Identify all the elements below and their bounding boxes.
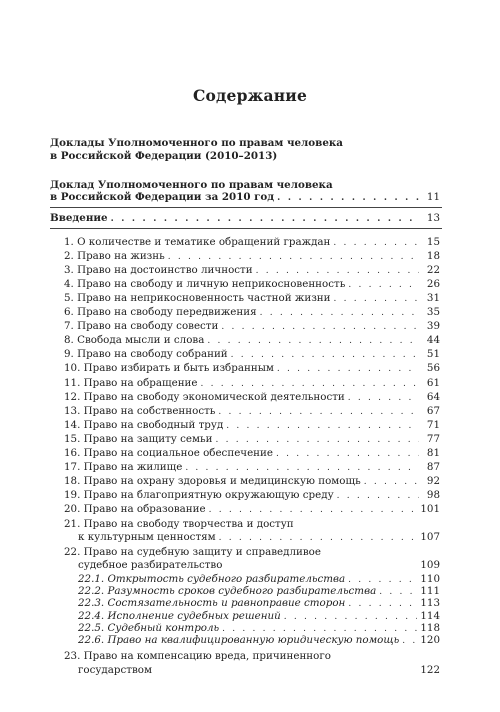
toc-entry-label: 22.5. Судебный контроль: [78, 621, 220, 634]
toc-entry-page: 64: [426, 390, 440, 403]
toc-entry-21[interactable]: [78, 531, 440, 545]
collection-heading-line1: Доклады Уполномоченного по правам человека: [50, 137, 343, 149]
toc-entry-page: 120: [420, 634, 440, 646]
toc-entry-label: 13. Право на собственность: [64, 404, 216, 417]
divider: [50, 228, 442, 229]
toc-entry[interactable]: [64, 461, 440, 475]
leader-dots: [226, 420, 419, 433]
toc-entry-label: 22.1. Открытость судебного разбирательства: [78, 573, 346, 585]
toc-entry-21-line1[interactable]: 21. Право на свободу творчества и доступ: [64, 518, 294, 530]
toc-entry-page: 87: [426, 460, 440, 473]
toc-entry-label: 17. Право на жилище: [64, 460, 183, 473]
toc-entry-label: 22.3. Состязательность и равноправие сторон: [78, 597, 346, 610]
toc-entry-page: 39: [426, 320, 440, 333]
toc-entry-page: 114: [420, 609, 440, 622]
toc-entry-label: 22.6. Право на квалифицированную юридическую помощь: [78, 634, 400, 646]
toc-entry-page: 15: [426, 236, 440, 248]
toc-entry-23[interactable]: [78, 664, 440, 678]
toc-entry-page: 113: [420, 597, 440, 610]
page-title: Содержание: [192, 86, 308, 105]
toc-entry-label: 22.4. Исполнение судебных решений: [78, 609, 281, 622]
toc-entry[interactable]: [64, 419, 440, 433]
toc-entry-page: 61: [426, 376, 440, 389]
toc-entry[interactable]: [64, 306, 440, 320]
toc-entry[interactable]: [64, 292, 440, 306]
toc-entry-label: государством: [78, 664, 152, 676]
toc-entry-page: 77: [426, 432, 440, 445]
toc-entry-page: 44: [426, 334, 440, 347]
toc-entry-page: 22: [426, 264, 440, 277]
leader-dots: [209, 504, 418, 517]
leader-dots: [168, 251, 419, 264]
toc-entry-page: 11: [426, 191, 440, 203]
toc-entry-label: 4. Право на свободу и личную неприкосновенность: [64, 278, 346, 291]
toc-entry-label: 20. Право на образование: [64, 502, 206, 515]
toc-entry-page: 35: [426, 306, 440, 319]
toc-entry-label: судебное разбирательство: [78, 559, 223, 571]
leader-dots: [337, 490, 419, 503]
toc-entry[interactable]: [64, 278, 440, 292]
toc-entry-label: Введение: [50, 212, 108, 224]
leader-dots: [348, 392, 419, 405]
divider: [50, 207, 442, 208]
toc-entry-label: в Российской Федерации за 2010 год: [50, 191, 275, 203]
toc-entry[interactable]: [64, 264, 440, 278]
toc-entry-report-2010[interactable]: [50, 191, 440, 205]
toc-entry-label: 7. Право на свободу совести: [64, 320, 219, 333]
leader-dots: [111, 213, 419, 226]
toc-entry[interactable]: [64, 334, 440, 348]
toc-entry-label: 8. Свобода мысли и слова: [64, 334, 205, 347]
leader-dots: [231, 349, 419, 362]
toc-entry-22-line1[interactable]: 22. Право на судебную защиту и справедливое: [64, 546, 321, 558]
toc-entry[interactable]: [78, 634, 440, 648]
leader-dots: [276, 448, 419, 461]
leader-dots: [201, 378, 419, 391]
toc-entry-page: 101: [420, 502, 440, 515]
toc-entry-page: 31: [426, 292, 440, 305]
toc-entry[interactable]: [64, 362, 440, 376]
leader-dots: [185, 462, 419, 475]
leader-dots: [215, 434, 419, 447]
toc-entry-page: 118: [420, 621, 440, 634]
toc-entry-label: к культурным ценностям: [78, 531, 216, 543]
toc-entry-page: 122: [420, 664, 440, 676]
toc-entry-page: 51: [426, 348, 440, 361]
collection-heading: [50, 137, 440, 162]
leader-dots: [402, 635, 417, 648]
toc-entry-label: 18. Право на охрану здоровья и медицинскую помощь: [64, 474, 361, 487]
toc-entry-page: 111: [420, 585, 440, 598]
toc-entry-page: 18: [426, 250, 440, 263]
toc-entry-page: 71: [426, 418, 440, 431]
toc-entry-label: 11. Право на обращение: [64, 376, 198, 389]
toc-entry-label: 5. Право на неприкосновенность частной жизни: [64, 292, 331, 305]
leader-dots: [277, 192, 419, 205]
toc-entry[interactable]: [64, 489, 440, 503]
toc-entry-22[interactable]: [78, 559, 440, 573]
toc-entry-intro[interactable]: [50, 212, 440, 226]
report-2010-heading-line1: Доклад Уполномоченного по правам человека: [50, 179, 333, 191]
leader-dots: [334, 293, 419, 306]
toc-entry-page: 107: [420, 531, 440, 543]
toc-entry[interactable]: [64, 377, 440, 391]
toc-entry-page: 92: [426, 474, 440, 487]
leader-dots: [219, 532, 418, 545]
toc-entry-page: 56: [426, 362, 440, 375]
toc-entry[interactable]: [64, 405, 440, 419]
toc-entry-23-line1[interactable]: 23. Право на компенсацию вреда, причиненного: [64, 650, 331, 662]
toc-entry[interactable]: [64, 475, 440, 489]
toc-entry[interactable]: [64, 503, 440, 517]
toc-entry-label: 19. Право на благоприятную окружающую среду: [64, 488, 334, 501]
leader-dots: [218, 406, 419, 419]
toc-entry-label: 16. Право на социальное обеспечение: [64, 446, 274, 459]
toc-entry[interactable]: [64, 348, 440, 362]
toc-entry-page: 13: [426, 212, 440, 224]
toc-entry-label: 6. Право на свободу передвижения: [64, 306, 257, 319]
toc-entry-page: 110: [420, 573, 440, 585]
leader-dots: [333, 237, 419, 250]
toc-entry-page: 98: [426, 488, 440, 501]
toc-entry-label: 22.2. Разумность сроков судебного разбирательства: [78, 585, 377, 598]
leader-dots: [221, 321, 419, 334]
toc-entry[interactable]: [64, 447, 440, 461]
toc-entry-label: 10. Право избирать и быть избранным: [64, 362, 274, 375]
toc-entry[interactable]: [64, 250, 440, 264]
toc-entry-label: 15. Право на защиту семьи: [64, 432, 213, 445]
toc-entry-label: 14. Право на свободный труд: [64, 418, 224, 431]
toc-entry-page: 67: [426, 404, 440, 417]
toc-entry-page: 26: [426, 278, 440, 291]
toc-entry-page: 109: [420, 559, 440, 571]
leader-dots: [364, 476, 419, 489]
toc-entry[interactable]: [64, 391, 440, 405]
toc-entry[interactable]: [64, 320, 440, 334]
leader-dots: [207, 335, 419, 348]
toc-entry-label: 9. Право на свободу собраний: [64, 348, 228, 361]
collection-heading-line2: в Российской Федерации (2010–2013): [50, 149, 278, 162]
toc-entry-label: 1. О количестве и тематике обращений граждан: [64, 236, 331, 248]
toc-entry-label: 2. Право на жизнь: [64, 250, 165, 263]
leader-dots: [260, 307, 419, 320]
toc-entry[interactable]: [64, 433, 440, 447]
toc-entry[interactable]: [64, 236, 440, 250]
leader-dots: [348, 279, 419, 292]
leader-dots: [277, 363, 419, 376]
leader-dots: [256, 265, 419, 278]
toc-entry-label: 12. Право на свободу экономической деятельности: [64, 390, 345, 403]
toc-entry-label: 3. Право на достоинство личности: [64, 264, 253, 277]
toc-entry-page: 81: [426, 446, 440, 459]
